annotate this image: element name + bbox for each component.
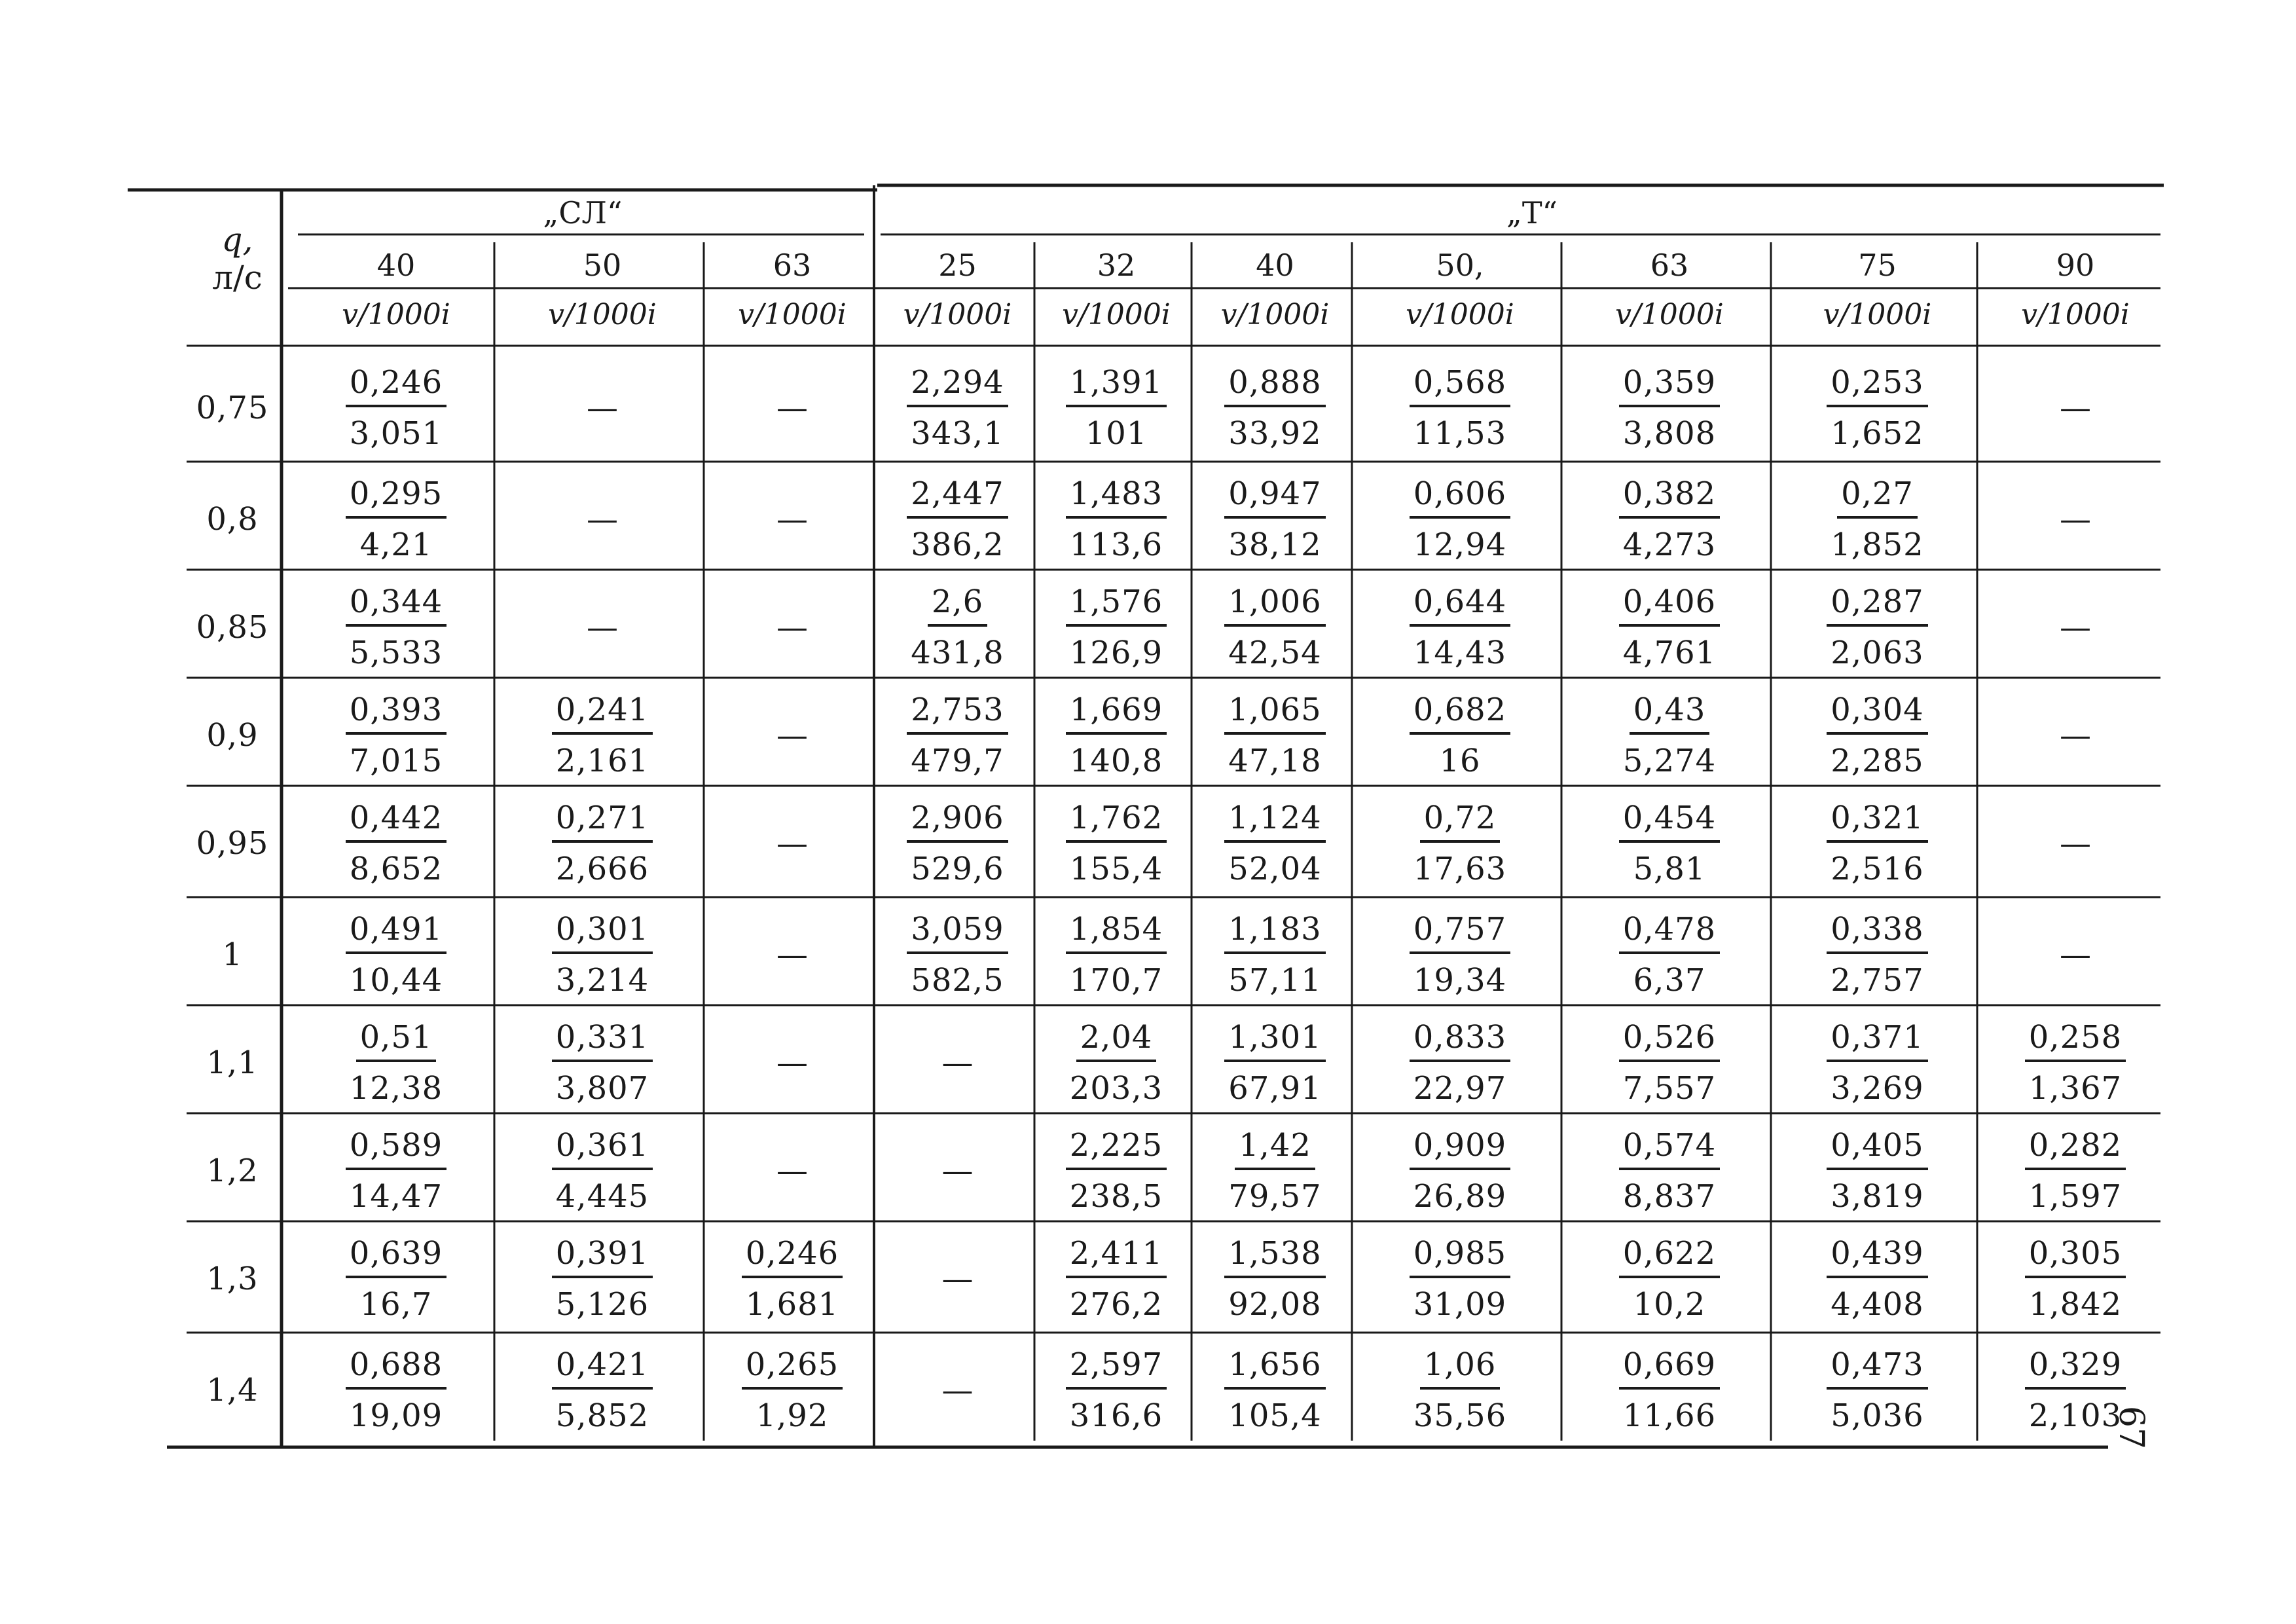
flow-rate-cell: 0,75: [196, 389, 269, 426]
empty-cell-dash: —: [2060, 389, 2091, 426]
value-fraction: [295, 900, 498, 1008]
head-loss-value: 4,408: [1831, 1285, 1924, 1323]
head-loss-value: 2,757: [1831, 961, 1924, 999]
velocity-value: 0,454: [1619, 802, 1720, 843]
head-loss-value: 6,37: [1633, 961, 1706, 999]
unit-subheader: v/1000i: [2021, 297, 2130, 331]
head-loss-value: 2,666: [555, 850, 649, 887]
velocity-value: 0,639: [346, 1238, 446, 1278]
value-fraction: [1980, 1225, 2170, 1333]
velocity-value: 0,359: [1619, 367, 1720, 407]
empty-cell-dash: —: [776, 608, 808, 646]
empty-cell-dash: —: [776, 936, 808, 973]
diameter-header: 40: [1256, 248, 1294, 283]
head-loss-value: 57,11: [1228, 961, 1322, 999]
head-loss-value: 79,57: [1228, 1177, 1322, 1215]
value-fraction: [1565, 573, 1774, 681]
value-fraction: [1774, 900, 1980, 1008]
value-fraction: [1565, 1336, 1774, 1444]
head-loss-value: 5,274: [1622, 742, 1717, 779]
head-loss-value: 4,445: [555, 1177, 649, 1215]
velocity-value: 2,04: [1076, 1022, 1157, 1062]
velocity-value: 0,757: [1410, 913, 1510, 954]
unit-subheader: v/1000i: [903, 297, 1012, 331]
head-loss-value: 2,161: [555, 742, 649, 779]
value-fraction: [295, 681, 498, 789]
velocity-value: 1,301: [1224, 1022, 1325, 1062]
head-loss-value: 4,21: [359, 526, 433, 563]
value-fraction: [1038, 1116, 1195, 1225]
velocity-value: 0,391: [552, 1238, 653, 1278]
head-loss-value: 431,8: [911, 634, 1004, 671]
head-loss-value: 3,819: [1831, 1177, 1924, 1215]
value-fraction: [295, 1336, 498, 1444]
value-fraction: [877, 681, 1038, 789]
velocity-value: 0,338: [1827, 913, 1927, 954]
velocity-value: 0,271: [552, 802, 653, 843]
velocity-value: 0,382: [1619, 478, 1720, 519]
value-fraction: [1195, 900, 1355, 1008]
value-fraction: [1355, 1116, 1565, 1225]
velocity-value: 0,246: [742, 1238, 843, 1278]
head-loss-value: 19,09: [349, 1397, 443, 1434]
velocity-value: 0,622: [1619, 1238, 1720, 1278]
diameter-header: 63: [773, 248, 812, 283]
head-loss-value: 67,91: [1228, 1069, 1322, 1107]
diameter-header: 25: [938, 248, 977, 283]
flow-rate-cell: 0,8: [206, 500, 259, 538]
velocity-value: 2,6: [928, 586, 987, 627]
velocity-value: 0,371: [1827, 1022, 1927, 1062]
velocity-value: 2,225: [1066, 1130, 1167, 1170]
flow-rate-cell: 1,2: [206, 1152, 259, 1189]
velocity-value: 0,478: [1619, 913, 1720, 954]
value-fraction: [498, 681, 707, 789]
velocity-value: 1,124: [1224, 802, 1325, 843]
value-fraction: [877, 900, 1038, 1008]
flow-rate-cell: 1,3: [206, 1260, 259, 1297]
head-loss-value: 22,97: [1413, 1069, 1507, 1107]
head-loss-value: 7,015: [349, 742, 443, 779]
flow-rate-cell: 1: [222, 936, 243, 973]
value-fraction: [1195, 1225, 1355, 1333]
velocity-value: 0,241: [552, 694, 653, 735]
head-loss-value: 11,53: [1413, 415, 1507, 452]
diameter-header: 90: [2056, 248, 2095, 283]
value-fraction: [707, 1225, 877, 1333]
head-loss-value: 1,652: [1831, 415, 1924, 452]
value-fraction: [1195, 465, 1355, 573]
value-fraction: [1565, 900, 1774, 1008]
value-fraction: [1195, 789, 1355, 897]
value-fraction: [498, 789, 707, 897]
empty-cell-dash: —: [941, 1044, 974, 1081]
diameter-header: 50,: [1436, 248, 1484, 283]
head-loss-value: 238,5: [1069, 1177, 1163, 1215]
flow-rate-cell: 0,9: [206, 716, 259, 754]
value-fraction: [1355, 573, 1565, 681]
value-fraction: [1355, 354, 1565, 462]
head-loss-value: 386,2: [911, 526, 1004, 563]
velocity-value: 0,688: [346, 1349, 446, 1390]
velocity-value: 0,265: [742, 1349, 843, 1390]
head-loss-value: 19,34: [1413, 961, 1507, 999]
velocity-value: 1,656: [1224, 1349, 1325, 1390]
velocity-value: 0,321: [1827, 802, 1927, 843]
velocity-value: 1,576: [1066, 586, 1167, 627]
velocity-value: 0,406: [1619, 586, 1720, 627]
value-fraction: [295, 1116, 498, 1225]
value-fraction: [295, 1225, 498, 1333]
value-fraction: [1038, 900, 1195, 1008]
velocity-value: 1,669: [1066, 694, 1167, 735]
head-loss-value: 92,08: [1228, 1285, 1322, 1323]
head-loss-value: 1,367: [2028, 1069, 2123, 1107]
velocity-value: 0,606: [1410, 478, 1510, 519]
empty-cell-dash: —: [776, 389, 808, 426]
head-loss-value: 5,533: [349, 634, 443, 671]
velocity-value: 0,287: [1827, 586, 1927, 627]
velocity-value: 2,447: [907, 478, 1008, 519]
head-loss-value: 8,837: [1622, 1177, 1717, 1215]
value-fraction: [877, 573, 1038, 681]
head-loss-value: 276,2: [1069, 1285, 1163, 1323]
value-fraction: [1565, 1225, 1774, 1333]
empty-cell-dash: —: [776, 1044, 808, 1081]
head-loss-value: 52,04: [1228, 850, 1322, 887]
velocity-value: 1,183: [1224, 913, 1325, 954]
head-loss-value: 529,6: [911, 850, 1004, 887]
flow-rate-cell: 1,1: [206, 1044, 259, 1081]
head-loss-value: 155,4: [1069, 850, 1163, 887]
value-fraction: [1355, 900, 1565, 1008]
value-fraction: [1774, 789, 1980, 897]
value-fraction: [1195, 1008, 1355, 1116]
velocity-value: 2,753: [907, 694, 1008, 735]
diameter-header: 40: [376, 248, 416, 283]
group-header-sl: „СЛ“: [543, 195, 623, 231]
value-fraction: [877, 354, 1038, 462]
head-loss-value: 26,89: [1413, 1177, 1507, 1215]
head-loss-value: 2,516: [1831, 850, 1924, 887]
value-fraction: [1038, 789, 1195, 897]
unit-subheader: v/1000i: [1406, 297, 1514, 331]
empty-cell-dash: —: [776, 500, 808, 538]
head-loss-value: 1,681: [745, 1285, 839, 1323]
empty-cell-dash: —: [776, 1152, 808, 1189]
head-loss-value: 12,38: [349, 1069, 443, 1107]
value-fraction: [1980, 1116, 2170, 1225]
value-fraction: [877, 465, 1038, 573]
diameter-header: 50: [583, 248, 622, 283]
empty-cell-dash: —: [2060, 608, 2091, 646]
value-fraction: [295, 789, 498, 897]
value-fraction: [1355, 1008, 1565, 1116]
value-fraction: [498, 900, 707, 1008]
head-loss-value: 7,557: [1622, 1069, 1717, 1107]
velocity-value: 0,43: [1630, 694, 1710, 735]
q-label-top: q,: [221, 221, 253, 259]
value-fraction: [498, 1008, 707, 1116]
head-loss-value: 16: [1439, 742, 1481, 779]
value-fraction: [1355, 1336, 1565, 1444]
velocity-value: 0,393: [346, 694, 446, 735]
head-loss-value: 47,18: [1228, 742, 1322, 779]
value-fraction: [1774, 354, 1980, 462]
head-loss-value: 8,652: [349, 850, 443, 887]
value-fraction: [1038, 465, 1195, 573]
head-loss-value: 16,7: [359, 1285, 433, 1323]
velocity-value: 1,854: [1066, 913, 1167, 954]
velocity-value: 0,329: [2025, 1349, 2126, 1390]
velocity-value: 0,253: [1827, 367, 1927, 407]
head-loss-value: 343,1: [911, 415, 1004, 452]
head-loss-value: 38,12: [1228, 526, 1322, 563]
head-loss-value: 316,6: [1069, 1397, 1163, 1434]
head-loss-value: 2,103: [2028, 1397, 2123, 1434]
value-fraction: [1038, 1008, 1195, 1116]
empty-cell-dash: —: [941, 1260, 974, 1297]
value-fraction: [1038, 573, 1195, 681]
velocity-value: 0,246: [346, 367, 446, 407]
head-loss-value: 105,4: [1228, 1397, 1322, 1434]
unit-subheader: v/1000i: [342, 297, 450, 331]
head-loss-value: 5,036: [1831, 1397, 1924, 1434]
value-fraction: [1038, 354, 1195, 462]
head-loss-value: 3,808: [1622, 415, 1717, 452]
value-fraction: [498, 1116, 707, 1225]
group-header-t: „Т“: [1506, 195, 1558, 231]
empty-cell-dash: —: [2060, 936, 2091, 973]
value-fraction: [1355, 681, 1565, 789]
head-loss-value: 2,285: [1831, 742, 1924, 779]
head-loss-value: 14,47: [349, 1177, 443, 1215]
value-fraction: [877, 789, 1038, 897]
flow-rate-cell: 0,95: [196, 824, 269, 862]
velocity-value: 0,669: [1619, 1349, 1720, 1390]
value-fraction: [295, 354, 498, 462]
empty-cell-dash: —: [2060, 716, 2091, 754]
head-loss-value: 1,852: [1831, 526, 1924, 563]
velocity-value: 0,301: [552, 913, 653, 954]
value-fraction: [498, 1225, 707, 1333]
head-loss-value: 14,43: [1413, 634, 1507, 671]
velocity-value: 0,295: [346, 478, 446, 519]
value-fraction: [1774, 681, 1980, 789]
head-loss-value: 35,56: [1413, 1397, 1507, 1434]
flow-rate-cell: 0,85: [196, 608, 269, 646]
empty-cell-dash: —: [2060, 500, 2091, 538]
empty-cell-dash: —: [587, 389, 618, 426]
value-fraction: [1565, 789, 1774, 897]
value-fraction: [295, 465, 498, 573]
unit-subheader: v/1000i: [1220, 297, 1330, 331]
q-label-bottom: л/с: [212, 259, 263, 297]
empty-cell-dash: —: [2060, 824, 2091, 862]
head-loss-value: 10,2: [1633, 1285, 1706, 1323]
value-fraction: [1195, 573, 1355, 681]
velocity-value: 0,344: [346, 586, 446, 627]
head-loss-value: 5,852: [555, 1397, 649, 1434]
head-loss-value: 5,81: [1633, 850, 1706, 887]
velocity-value: 2,294: [907, 367, 1008, 407]
value-fraction: [1774, 1008, 1980, 1116]
value-fraction: [1038, 681, 1195, 789]
velocity-value: 0,405: [1827, 1130, 1927, 1170]
value-fraction: [1355, 1225, 1565, 1333]
value-fraction: [295, 1008, 498, 1116]
value-fraction: [1195, 354, 1355, 462]
head-loss-value: 4,761: [1622, 634, 1717, 671]
unit-subheader: v/1000i: [1823, 297, 1932, 331]
value-fraction: [1565, 1008, 1774, 1116]
velocity-value: 0,589: [346, 1130, 446, 1170]
value-fraction: [1774, 1116, 1980, 1225]
flow-rate-cell: 1,4: [206, 1371, 259, 1409]
value-fraction: [707, 1336, 877, 1444]
velocity-value: 0,421: [552, 1349, 653, 1390]
velocity-value: 1,483: [1066, 478, 1167, 519]
value-fraction: [1980, 1008, 2170, 1116]
value-fraction: [1195, 1116, 1355, 1225]
head-loss-value: 2,063: [1831, 634, 1924, 671]
velocity-value: 0,439: [1827, 1238, 1927, 1278]
head-loss-value: 479,7: [911, 742, 1004, 779]
head-loss-value: 126,9: [1069, 634, 1163, 671]
head-loss-value: 10,44: [349, 961, 443, 999]
diameter-header: 63: [1650, 248, 1689, 283]
head-loss-value: 4,273: [1622, 526, 1717, 563]
q-header: [187, 219, 288, 298]
velocity-value: 2,411: [1066, 1238, 1167, 1278]
velocity-value: 1,538: [1224, 1238, 1325, 1278]
value-fraction: [1774, 573, 1980, 681]
velocity-value: 0,947: [1224, 478, 1325, 519]
velocity-value: 0,331: [552, 1022, 653, 1062]
value-fraction: [1774, 1225, 1980, 1333]
empty-cell-dash: —: [587, 608, 618, 646]
diameter-header: 75: [1858, 248, 1897, 283]
velocity-value: 2,906: [907, 802, 1008, 843]
head-loss-value: 12,94: [1413, 526, 1507, 563]
value-fraction: [1565, 354, 1774, 462]
value-fraction: [1774, 465, 1980, 573]
head-loss-value: 113,6: [1069, 526, 1163, 563]
unit-subheader: v/1000i: [1062, 297, 1171, 331]
velocity-value: 0,833: [1410, 1022, 1510, 1062]
value-fraction: [1774, 1336, 1980, 1444]
head-loss-value: 1,92: [756, 1397, 829, 1434]
velocity-value: 1,42: [1235, 1130, 1315, 1170]
velocity-value: 0,491: [346, 913, 446, 954]
velocity-value: 1,06: [1420, 1349, 1501, 1390]
head-loss-value: 1,597: [2028, 1177, 2123, 1215]
head-loss-value: 33,92: [1228, 415, 1322, 452]
velocity-value: 0,682: [1410, 694, 1510, 735]
value-fraction: [1565, 465, 1774, 573]
value-fraction: [295, 573, 498, 681]
head-loss-value: 582,5: [911, 961, 1004, 999]
velocity-value: 1,762: [1066, 802, 1167, 843]
value-fraction: [498, 1336, 707, 1444]
head-loss-value: 42,54: [1228, 634, 1322, 671]
head-loss-value: 5,126: [555, 1285, 649, 1323]
velocity-value: 0,526: [1619, 1022, 1720, 1062]
velocity-value: 0,568: [1410, 367, 1510, 407]
head-loss-value: 170,7: [1069, 961, 1163, 999]
value-fraction: [1195, 681, 1355, 789]
head-loss-value: 3,051: [349, 415, 443, 452]
velocity-value: 0,442: [346, 802, 446, 843]
unit-subheader: v/1000i: [738, 297, 847, 331]
page-number: 67: [2111, 1405, 2151, 1450]
velocity-value: 0,304: [1827, 694, 1927, 735]
velocity-value: 0,909: [1410, 1130, 1510, 1170]
value-fraction: [1355, 465, 1565, 573]
velocity-value: 0,305: [2025, 1238, 2126, 1278]
velocity-value: 0,72: [1420, 802, 1501, 843]
velocity-value: 0,574: [1619, 1130, 1720, 1170]
velocity-value: 1,391: [1066, 367, 1167, 407]
value-fraction: [1565, 1116, 1774, 1225]
velocity-value: 0,985: [1410, 1238, 1510, 1278]
velocity-value: 0,258: [2025, 1022, 2126, 1062]
velocity-value: 0,888: [1224, 367, 1325, 407]
head-loss-value: 3,214: [555, 961, 649, 999]
head-loss-value: 31,09: [1413, 1285, 1507, 1323]
empty-cell-dash: —: [941, 1152, 974, 1189]
velocity-value: 2,597: [1066, 1349, 1167, 1390]
head-loss-value: 3,269: [1831, 1069, 1924, 1107]
velocity-value: 0,361: [552, 1130, 653, 1170]
value-fraction: [1565, 681, 1774, 789]
velocity-value: 3,059: [907, 913, 1008, 954]
velocity-value: 0,51: [356, 1022, 437, 1062]
diameter-header: 32: [1097, 248, 1136, 283]
head-loss-value: 140,8: [1069, 742, 1163, 779]
value-fraction: [1038, 1225, 1195, 1333]
empty-cell-dash: —: [941, 1371, 974, 1409]
velocity-value: 1,065: [1224, 694, 1325, 735]
head-loss-value: 101: [1085, 415, 1148, 452]
velocity-value: 0,473: [1827, 1349, 1927, 1390]
velocity-value: 0,644: [1410, 586, 1510, 627]
value-fraction: [1038, 1336, 1195, 1444]
head-loss-value: 1,842: [2028, 1285, 2123, 1323]
velocity-value: 0,282: [2025, 1130, 2126, 1170]
empty-cell-dash: —: [587, 500, 618, 538]
value-fraction: [1195, 1336, 1355, 1444]
empty-cell-dash: —: [776, 824, 808, 862]
head-loss-value: 203,3: [1069, 1069, 1163, 1107]
value-fraction: [1355, 789, 1565, 897]
head-loss-value: 11,66: [1622, 1397, 1717, 1434]
velocity-value: 1,006: [1224, 586, 1325, 627]
unit-subheader: v/1000i: [1615, 297, 1724, 331]
head-loss-value: 17,63: [1413, 850, 1507, 887]
unit-subheader: v/1000i: [548, 297, 657, 331]
head-loss-value: 3,807: [555, 1069, 649, 1107]
empty-cell-dash: —: [776, 716, 808, 754]
velocity-value: 0,27: [1837, 478, 1918, 519]
